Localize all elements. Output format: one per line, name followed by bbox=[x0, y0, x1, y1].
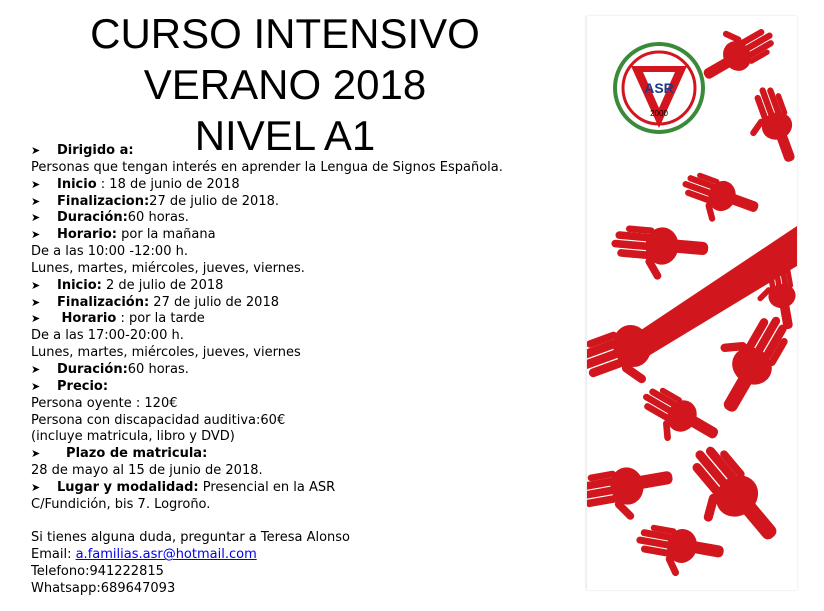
arrow-bullet-icon: ➤ bbox=[31, 177, 41, 191]
bullet-label: Plazo de matricula: bbox=[57, 446, 208, 462]
page-title bbox=[60, 8, 510, 161]
title-line: NIVEL A1 bbox=[194, 112, 376, 159]
arrow-bullet-icon: ➤ bbox=[31, 211, 41, 225]
bullet-value: 27 de julio de 2018. bbox=[149, 193, 279, 209]
arrow-bullet-icon: ➤ bbox=[31, 295, 41, 309]
bullet-item bbox=[31, 379, 591, 396]
bullet-value: 2 de julio de 2018 bbox=[101, 277, 224, 293]
text-line: Lunes, martes, miércoles, jueves, viernes. bbox=[31, 260, 305, 276]
bullet-label: Finalizacion: bbox=[57, 193, 150, 209]
poster-image bbox=[586, 16, 797, 590]
text-line: Lunes, martes, miércoles, jueves, viernes bbox=[31, 345, 301, 361]
bullet-label: Duración: bbox=[57, 361, 128, 377]
logo-initials: ASR bbox=[644, 80, 674, 96]
bullet-label: Horario bbox=[57, 311, 117, 327]
email-line bbox=[31, 547, 591, 564]
spacer bbox=[31, 514, 591, 531]
text-line: (incluye matricula, libro y DVD) bbox=[31, 429, 235, 445]
bullet-label: Dirigido a: bbox=[57, 143, 134, 158]
text-line: Whatsapp:689647093 bbox=[31, 580, 176, 596]
logo bbox=[615, 44, 703, 132]
bullet-value: 60 horas. bbox=[127, 361, 189, 377]
bullet-value: : por la tarde bbox=[116, 311, 205, 327]
bullet-item bbox=[31, 362, 591, 379]
bullet-label: Precio: bbox=[57, 378, 109, 394]
bullet-label: Lugar y modalidad: bbox=[57, 479, 199, 495]
bullet-item bbox=[31, 177, 591, 194]
arrow-bullet-icon: ➤ bbox=[31, 312, 41, 326]
bullet-value: por la mañana bbox=[117, 227, 216, 243]
text-line: Persona oyente : 120€ bbox=[31, 395, 178, 411]
course-details bbox=[31, 143, 591, 598]
arrow-bullet-icon: ➤ bbox=[31, 278, 41, 292]
text-line: Si tienes alguna duda, preguntar a Teresa Alonso bbox=[31, 530, 350, 546]
bullet-item bbox=[31, 311, 591, 328]
bullet-label: Horario: bbox=[57, 227, 117, 243]
email-label: Email: bbox=[31, 547, 76, 563]
text-line: Persona con discapacidad auditiva:60€ bbox=[31, 412, 286, 428]
text-line: Telefono:941222815 bbox=[31, 564, 164, 580]
bullet-label: Inicio bbox=[57, 176, 97, 192]
text-line: 28 de mayo al 15 de junio de 2018. bbox=[31, 463, 263, 479]
bullet-value: Presencial en la ASR bbox=[198, 479, 336, 495]
bullet-item bbox=[31, 480, 591, 497]
bullet-item bbox=[31, 210, 591, 227]
bullet-item bbox=[31, 278, 591, 295]
title-line: VERANO 2018 bbox=[143, 61, 427, 108]
text-line: De a las 17:00-20:00 h. bbox=[31, 328, 184, 344]
arrow-bullet-icon: ➤ bbox=[31, 228, 41, 242]
hands-illustration bbox=[587, 16, 797, 590]
title-line: CURSO INTENSIVO bbox=[90, 10, 480, 57]
arrow-bullet-icon: ➤ bbox=[31, 447, 41, 461]
logo-year: 2000 bbox=[650, 109, 668, 118]
bullet-label: Finalización: bbox=[57, 294, 150, 310]
bullet-value: : 18 de junio de 2018 bbox=[96, 176, 240, 192]
text-line: C/Fundición, bis 7. Logroño. bbox=[31, 496, 211, 512]
text-line: De a las 10:00 -12:00 h. bbox=[31, 244, 188, 260]
email-link[interactable]: a.familias.asr@hotmail.com bbox=[75, 547, 257, 563]
bullet-item bbox=[31, 446, 591, 463]
arrow-bullet-icon: ➤ bbox=[31, 480, 41, 494]
bullet-value: 27 de julio de 2018 bbox=[149, 294, 279, 310]
arrow-bullet-icon: ➤ bbox=[31, 144, 41, 157]
bullet-item bbox=[31, 227, 591, 244]
bullet-value: 60 horas. bbox=[127, 210, 189, 226]
bullet-label: Duración: bbox=[57, 210, 128, 226]
bullet-item bbox=[31, 194, 591, 211]
bullet-item bbox=[31, 143, 591, 160]
arrow-bullet-icon: ➤ bbox=[31, 194, 41, 208]
bullet-item bbox=[31, 295, 591, 312]
bullet-label: Inicio: bbox=[57, 277, 102, 293]
arrow-bullet-icon: ➤ bbox=[31, 362, 41, 376]
arrow-bullet-icon: ➤ bbox=[31, 379, 41, 393]
text-line: Personas que tengan interés en aprender la Lengua de Signos Española. bbox=[31, 159, 503, 175]
